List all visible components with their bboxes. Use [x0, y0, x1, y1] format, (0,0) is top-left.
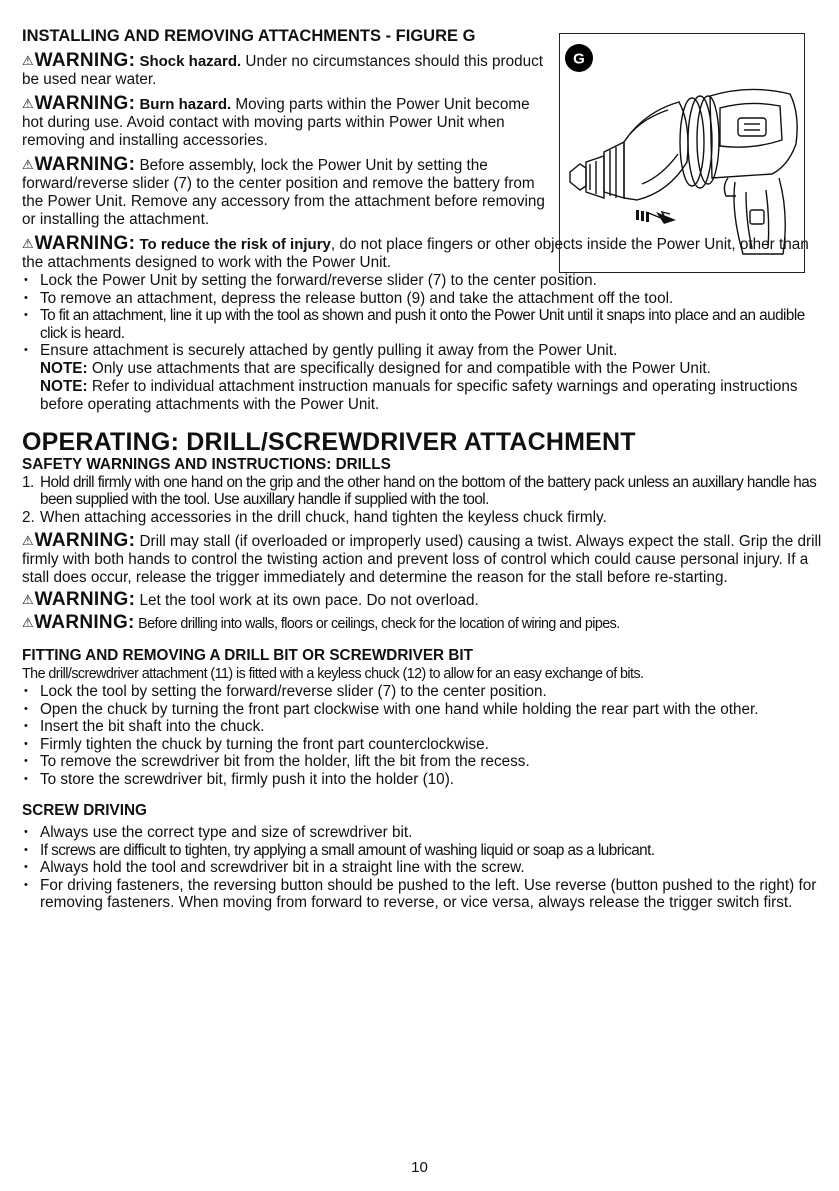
warning-wiring: ⚠WARNING: Before drilling into walls, floors or ceilings, check for the location of wiring and pipes. [22, 612, 620, 633]
warning-shock: ⚠WARNING: Shock hazard. Under no circumstances should this product be used near water. [22, 50, 544, 88]
figure-label: G [573, 50, 585, 68]
arrow-icon [636, 210, 676, 224]
attachment-steps [22, 272, 827, 360]
list-item: • Open the chuck by turning the front part clockwise with one hand while holding the rear part with the other. [22, 701, 827, 719]
note-1: NOTE: Only use attachments that are specifically designed for and compatible with the Power Unit. [40, 359, 711, 377]
top-warnings [22, 52, 550, 229]
fitting-intro: The drill/screwdriver attachment (11) is fitted with a keyless chuck (12) to allow for an easy exchange of bits. [22, 666, 644, 682]
note-2: NOTE: Refer to individual attachment instruction manuals for specific safety warnings and operating instructions before operating attachments with the Power Unit. [40, 377, 798, 413]
section-title-operating: OPERATING: DRILL/SCREWDRIVER ATTACHMENT [22, 427, 636, 456]
list-item: • Always hold the tool and screwdriver bit in a straight line with the screw. [22, 859, 827, 877]
list-item: • If screws are difficult to tighten, try applying a small amount of washing liquid or soap as a lubricant. [22, 842, 827, 860]
warning-triangle-icon: ⚠ [22, 533, 34, 548]
list-item: • To store the screwdriver bit, firmly push it into the holder (10). [22, 771, 827, 789]
list-item: • To remove the screwdriver bit from the holder, lift the bit from the recess. [22, 753, 827, 771]
page-number: 10 [411, 1159, 428, 1176]
warning-injury: ⚠WARNING: To reduce the risk of injury, do not place fingers or other objects inside the Power Unit, other than the attachments designed to work with the Power Unit. [22, 233, 809, 271]
list-item: • Firmly tighten the chuck by turning the front part counterclockwise. [22, 736, 827, 754]
warning-assembly: ⚠WARNING: Before assembly, lock the Power Unit by setting the forward/reverse slider (7) to the center position and remove the battery from the Power Unit. Remove any accessory from the attachment before removing or installing the attachment. [22, 154, 545, 228]
figure-g [559, 33, 805, 273]
list-item: • Lock the Power Unit by setting the forward/reverse slider (7) to the center position. [22, 272, 827, 290]
warning-triangle-icon: ⚠ [22, 236, 34, 251]
list-item: • Always use the correct type and size of screwdriver bit. [22, 824, 827, 842]
drill-icon [570, 89, 797, 254]
section-title-installing: INSTALLING AND REMOVING ATTACHMENTS - FIGURE G [22, 27, 476, 45]
warning-stall: ⚠WARNING: Drill may stall (if overloaded or improperly used) causing a twist. Always expect the stall. Grip the drill firmly with both hands to control the twisting action and prevent loss of control which could cause personal injury. If a stall does occur, release the trigger immediately and determine the reason for the stall before re-starting. [22, 530, 822, 586]
list-item: • Lock the tool by setting the forward/reverse slider (7) to the center position. [22, 683, 827, 701]
list-item: • Insert the bit shaft into the chuck. [22, 718, 827, 736]
fitting-steps [22, 683, 827, 788]
list-item: • Ensure attachment is securely attached by gently pulling it away from the Power Unit. [22, 342, 827, 360]
warning-triangle-icon: ⚠ [22, 53, 34, 68]
warning-pace: ⚠WARNING: Let the tool work at its own pace. Do not overload. [22, 589, 479, 610]
list-item: • For driving fasteners, the reversing button should be pushed to the left. Use reverse (button pushed to the right) for removing fasteners. When moving from forward to reverse, or vice versa, always release the trigger switch first. [22, 877, 827, 912]
drill-illustration [560, 34, 804, 272]
warning-burn: ⚠WARNING: Burn hazard. Moving parts within the Power Unit become hot during use. Avoid contact with moving parts within Power Unit when removing and installing accessories. [22, 93, 530, 149]
list-item: 1. Hold drill firmly with one hand on the grip and the other hand on the bottom of the battery pack unless an auxillary handle has been supplied with the tool. Use auxillary handle if supplied with the tool. [22, 473, 817, 508]
screw-driving-steps [22, 824, 827, 912]
list-item: • To fit an attachment, line it up with the tool as shown and push it onto the Power Unit until it snaps into place and an audible click is heard. [22, 307, 827, 342]
warning-triangle-icon: ⚠ [22, 157, 34, 172]
drill-instructions [22, 474, 827, 527]
section-title-screw-driving: SCREW DRIVING [22, 802, 147, 819]
warning-triangle-icon: ⚠ [22, 615, 34, 630]
warning-triangle-icon: ⚠ [22, 592, 34, 607]
section-title-fitting: FITTING AND REMOVING A DRILL BIT OR SCREWDRIVER BIT [22, 647, 473, 664]
list-item: • To remove an attachment, depress the release button (9) and take the attachment off the tool. [22, 290, 827, 308]
list-item: 2. When attaching accessories in the drill chuck, hand tighten the keyless chuck firmly. [22, 508, 607, 526]
warning-triangle-icon: ⚠ [22, 96, 34, 111]
section-subtitle-safety: SAFETY WARNINGS AND INSTRUCTIONS: DRILLS [22, 455, 391, 473]
